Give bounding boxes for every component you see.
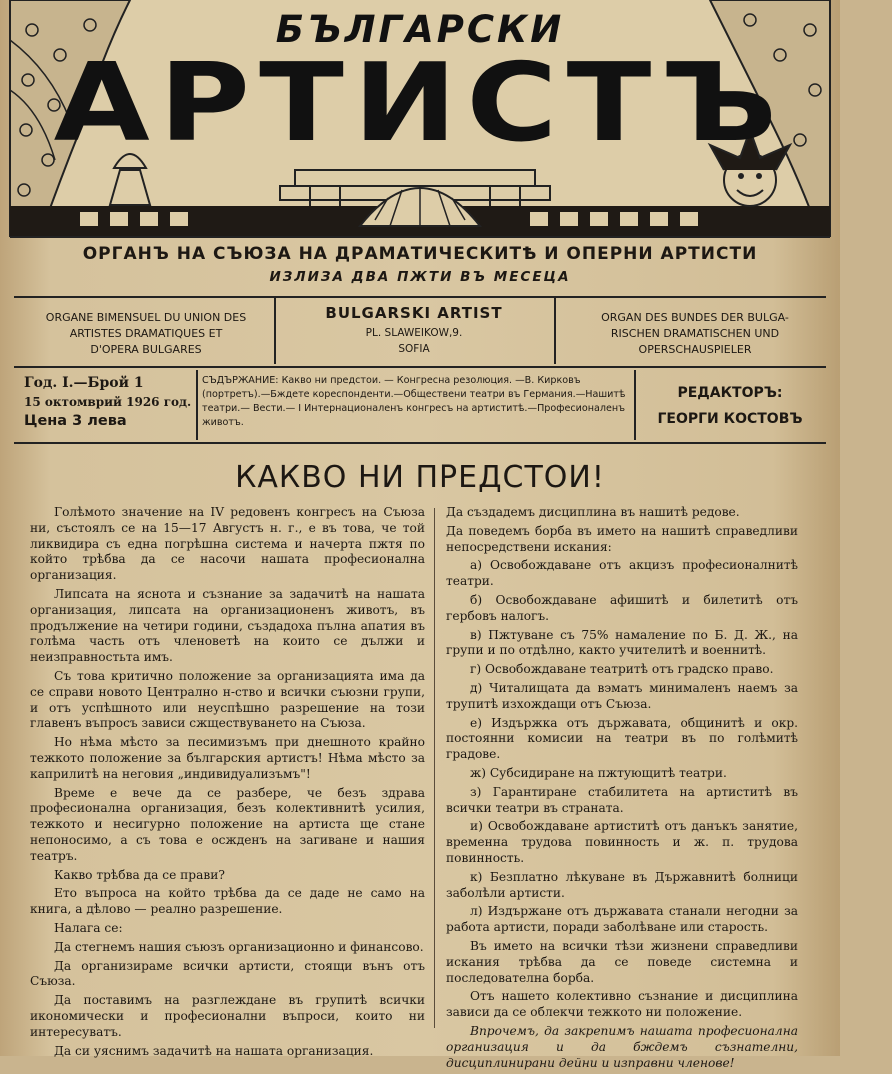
editor-block <box>640 380 820 432</box>
article-paragraph: Въ името на всички тѣзи жизнени справедливи искания трѣбва да се поведе системна и последователна борба. <box>446 938 798 985</box>
editor-name: ГЕОРГИ КОСТОВЪ <box>657 411 803 427</box>
demand-item: д) Читалищата да вэматъ минималенъ наемъ за трупитѣ изхождащи отъ Съюза. <box>446 680 798 711</box>
address <box>280 325 548 357</box>
article-paragraph: Налага се: <box>54 920 123 935</box>
demand-item: и) Освобождаване артиститѣ отъ данъкъ занятие, временна трудова повинность и ж. п. трудова повинность. <box>446 819 798 865</box>
french-line: ORGANE BIMENSUEL DU UNION DES <box>45 311 247 324</box>
german-line: ORGAN DES BUNDES DER BULGA- <box>601 311 789 324</box>
demand-item: в) Пжтуване съ 75% намаление по Б. Д. Ж., на групи и по отдѣлно, както учителитѣ и военнитѣ. <box>446 627 798 658</box>
article-paragraph: Отъ нашето колективно съзнание и дисциплина зависи да се облекчи тежкото ни положение. <box>446 989 798 1020</box>
article-closing: Впрочемъ, да закрепимъ нашата професионална организация и да бждемъ съзнателни, дисциплинирани дейни и изправни членове! <box>446 1023 798 1070</box>
article-paragraph: Време е вече да се разбере, че безъ здрава професионална организация, безъ колективнитѣ усилия, тежкото и несигурно положение на артиста ще стане непоносимо, а съ това е осжденъ на загиване и нашия театръ. <box>30 785 425 863</box>
article-paragraph: Да си уяснимъ задачитѣ на нашата организация. <box>54 1043 374 1058</box>
french-line: D'OPERA BULGARES <box>90 343 202 356</box>
french-description <box>24 310 268 358</box>
demand-item: г) Освобождаване театритѣ отъ градско право. <box>470 662 774 677</box>
article-paragraph: Да стегнемъ нашия съюзъ организационно и финансово. <box>54 939 424 954</box>
article-paragraph: Какво трѣбва да се прави? <box>54 867 225 882</box>
article-paragraph: Да организираме всички артисти, стоящи вънъ отъ Съюза. <box>30 958 425 989</box>
demand-item: з) Гарантиране стабилитета на артиститѣ въ всички театри въ страната. <box>446 784 798 815</box>
issue-number: Год. I.—Брой 1 <box>24 375 144 391</box>
column-divider <box>434 508 435 1028</box>
article-paragraph: Да поведемъ борба въ името на нашитѣ справедливи непосредствени искания: <box>446 523 798 554</box>
article-paragraph: Ето въпроса на който трѣбва да се даде не само на книга, а дѣлово — реално разрешение. <box>30 886 425 917</box>
german-line: OPERSCHAUSPIELER <box>638 343 752 356</box>
editor-label: РЕДАКТОРЪ: <box>677 385 783 401</box>
article-paragraph: Да създадемъ дисциплина въ нашитѣ редове. <box>446 505 740 519</box>
french-line: ARTISTES DRAMATIQUES ET <box>69 327 223 340</box>
german-line: RISCHEN DRAMATISCHEN UND <box>610 327 780 340</box>
divider-middle <box>14 366 826 368</box>
article-paragraph: Голѣмото значение на IV редовенъ конгресъ на Съюза ни, състоялъ се на 15—17 Августъ н. г., е въ това, че той ликвидира съ една погрѣшна система и начерта пжтя по който трѣбва да се насочи нашата професионална организация. <box>30 505 425 583</box>
divider-v4 <box>634 370 636 440</box>
article-paragraph: Но нѣма мѣсто за песимизъмъ при днешното крайно тежкото положение за българския артистъ! Нѣма мѣсто за каприлитѣ на неговия „индивидуализъмъ"! <box>30 735 425 781</box>
demand-item: ж) Субсидиране на пжтующитѣ театри. <box>470 765 727 780</box>
latin-title: BULGARSKI ARTIST <box>325 304 503 322</box>
article-left-column <box>30 505 425 1062</box>
demand-item: л) Издържане отъ държавата станали негодни за работа артисти, поради заболѣване или старость. <box>446 904 798 935</box>
demand-item: а) Освобождаване отъ акцизъ професионалнитѣ театри. <box>446 558 798 589</box>
demand-item: е) Издържка отъ държавата, общинитѣ и окр. постоянни комисии на театри въ по голѣмитѣ градове. <box>446 715 798 762</box>
article-paragraph: Да поставимъ на разглеждане въ групитѣ всички икономически и професионални въпроси, които ни интересуватъ. <box>30 993 425 1039</box>
article-right-column <box>446 505 798 1074</box>
divider-v2 <box>554 298 556 364</box>
address-line: PL. SLAWEIKOW,9. <box>365 327 463 339</box>
divider-bottom <box>14 442 826 444</box>
german-description <box>560 310 830 358</box>
issue-info <box>24 374 194 431</box>
demand-item: к) Безплатно лѣкуване въ Държавнитѣ болници заболѣли артисти. <box>446 869 798 900</box>
divider-top <box>14 296 826 298</box>
organ-subtitle: ОРГАНЪ НА СЪЮЗА НА ДРАМАТИЧЕСКИТѢ И ОПЕРНИ АРТИСТИ <box>82 244 758 264</box>
masthead-title-small: БЪЛГАРСКИ <box>275 8 565 51</box>
issue-price: Цена 3 лева <box>24 413 127 429</box>
table-of-contents: СЪДЪРЖАНИЕ: Какво ни предстои. — Конгресна резолюция. —В. Кирковъ (портретъ).—Бждете кореспонденти.—Обществени театри въ Германия.—Нашитѣ театри.— Вести.— I Интернационаленъ конгресъ на артиститѣ.—Професионаленъ животъ. <box>202 375 626 428</box>
divider-v1 <box>274 298 276 364</box>
issue-date: 15 октомврий 1926 год. <box>24 395 192 409</box>
divider-v3 <box>196 370 198 440</box>
masthead-title-big: АРТИСТЪ <box>53 41 787 166</box>
article-paragraph: Съ това критично положение за организацията има да се справи новото Централно н-ство и всички съюзни групи, и отъ успѣшното или неуспѣшно разрешение на този главенъ въпросъ зависи сжществуването на Съюза. <box>30 668 425 731</box>
address-line: SOFIA <box>398 343 430 355</box>
frequency-subtitle: ИЗЛИЗА ДВА ПЖТИ ВЪ МЕСЕЦА <box>269 269 571 285</box>
article-headline: КАКВО НИ ПРЕДСТОИ! <box>235 460 605 495</box>
masthead <box>10 0 830 238</box>
demand-item: б) Освобождаване афишитѣ и билетитѣ отъ гербовъ налогъ. <box>446 592 798 623</box>
article-paragraph: Липсата на яснота и съзнание за задачитѣ на нашата организация, липсата на организационенъ животъ, въ продължение на четири години, създадоха пълна апатия въ голѣма часть отъ членоветѣ на които се дължи и неизправностьта имъ. <box>30 586 425 665</box>
